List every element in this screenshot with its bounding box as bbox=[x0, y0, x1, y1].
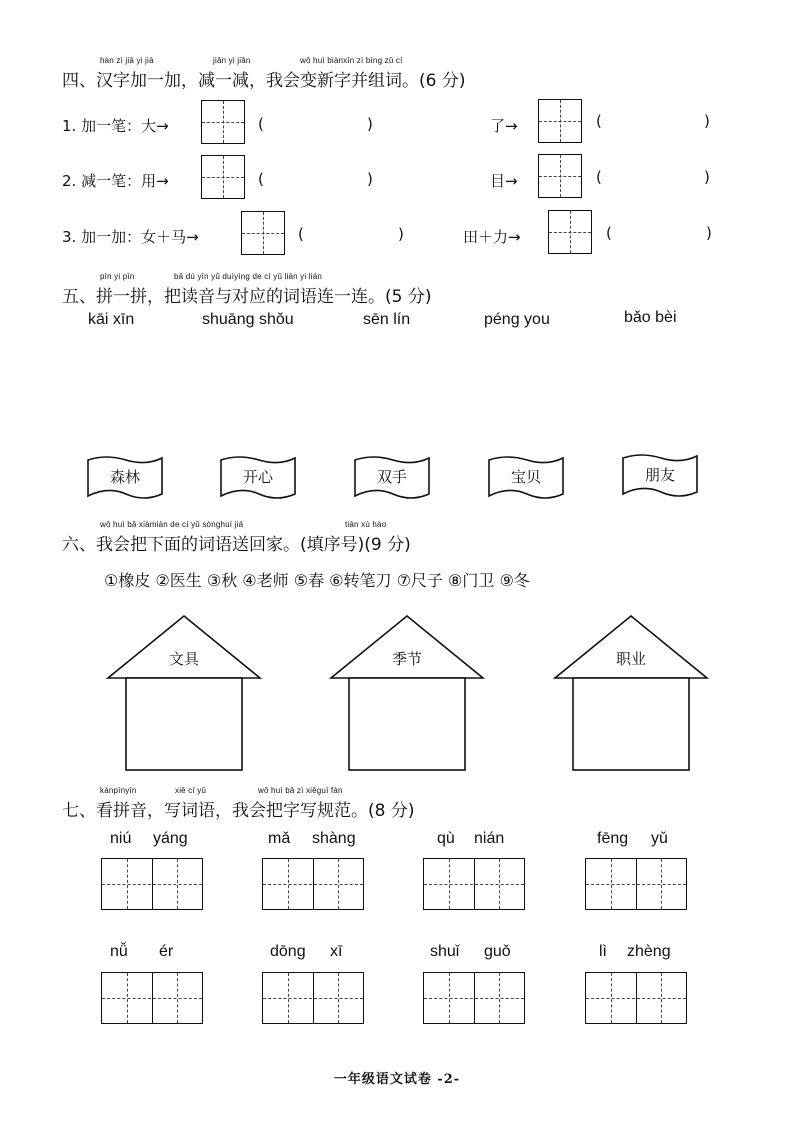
section-4-title: 四、汉字加一加，减一减，我会变新字并组词。(6 分) bbox=[62, 71, 466, 91]
paren-open: ( bbox=[258, 170, 264, 188]
writing-grid[interactable] bbox=[101, 972, 203, 1024]
s5-pinyin-3: sēn lín bbox=[363, 311, 411, 328]
house-3[interactable] bbox=[551, 612, 711, 772]
s4-row2-right: 目→ bbox=[490, 172, 518, 190]
word-flag-1[interactable] bbox=[86, 454, 164, 498]
house-label: 职业 bbox=[615, 650, 646, 668]
paren-close: ) bbox=[704, 112, 710, 130]
s7-py-8a: lì bbox=[599, 943, 607, 960]
s7-py-1b: yáng bbox=[153, 830, 188, 847]
s7-py-7b: guǒ bbox=[484, 943, 511, 960]
paren-close: ) bbox=[704, 168, 710, 186]
house-shape bbox=[104, 612, 264, 774]
word-flag-label: 双手 bbox=[376, 468, 407, 486]
s7-py-6a: dōng bbox=[270, 943, 306, 960]
writing-grid[interactable] bbox=[262, 972, 364, 1024]
s7-py-6b: xī bbox=[330, 943, 343, 960]
word-flag-4[interactable] bbox=[487, 454, 565, 498]
s4-row1-left: 1. 加一笔：大→ bbox=[62, 117, 169, 135]
s4-row2-right-box[interactable] bbox=[538, 154, 582, 198]
s6-items: ①橡皮 ②医生 ③秋 ④老师 ⑤春 ⑥转笔刀 ⑦尺子 ⑧门卫 ⑨冬 bbox=[104, 571, 530, 590]
paren-close: ) bbox=[398, 225, 404, 243]
paren-open: ( bbox=[596, 168, 602, 186]
s5-pinyin-5: bǎo bèi bbox=[624, 309, 677, 326]
s7-py-4b: yǔ bbox=[651, 830, 668, 847]
house-label: 文具 bbox=[168, 650, 199, 668]
paren-close: ) bbox=[706, 224, 712, 242]
word-flag-5[interactable] bbox=[621, 452, 699, 496]
s4-row2-left: 2. 减一笔：用→ bbox=[62, 172, 169, 190]
house-shape bbox=[327, 612, 487, 774]
s7-py-4a: fēng bbox=[597, 830, 629, 847]
writing-grid[interactable] bbox=[423, 972, 525, 1024]
s5-ruby-1: pīn yi pīn bbox=[100, 272, 135, 281]
word-flag-label: 宝贝 bbox=[510, 468, 541, 486]
paren-close: ) bbox=[367, 115, 373, 133]
paren-open: ( bbox=[298, 225, 304, 243]
s7-py-2a: mǎ bbox=[268, 830, 291, 847]
word-flag-label: 森林 bbox=[109, 468, 140, 486]
s7-py-7a: shuǐ bbox=[430, 943, 460, 960]
house-label: 季节 bbox=[391, 650, 422, 668]
page-footer: 一年级语文试卷 -2- bbox=[333, 1072, 461, 1087]
s7-py-1a: niú bbox=[110, 830, 132, 847]
word-flag-label: 开心 bbox=[242, 468, 273, 486]
s4-row2-left-box[interactable] bbox=[201, 155, 245, 199]
writing-grid[interactable] bbox=[101, 858, 203, 910]
house-shape bbox=[551, 612, 711, 774]
paren-close: ) bbox=[367, 170, 373, 188]
s4-row1-right: 了→ bbox=[490, 117, 518, 135]
s4-row3-left-box[interactable] bbox=[241, 211, 285, 255]
writing-grid[interactable] bbox=[423, 858, 525, 910]
s4-ruby-1: hàn zì jiā yi jiā bbox=[100, 56, 154, 65]
s6-ruby-2: tián xù hào bbox=[345, 520, 387, 529]
s7-py-8b: zhèng bbox=[627, 943, 671, 960]
s6-ruby-1: wǒ huì bǎ xiàmiàn de cí yǔ sònghuí jiā bbox=[100, 520, 244, 529]
s5-pinyin-4: péng you bbox=[484, 311, 550, 328]
s7-py-3a: qù bbox=[437, 830, 455, 847]
s7-py-3b: nián bbox=[474, 830, 505, 847]
s4-row1-right-box[interactable] bbox=[538, 99, 582, 143]
paren-open: ( bbox=[606, 224, 612, 242]
s4-row3-right-box[interactable] bbox=[548, 210, 592, 254]
word-flag-label: 朋友 bbox=[644, 466, 675, 484]
s4-ruby-3: wǒ huì biànxīn zì bìng zǔ cí bbox=[300, 56, 403, 65]
writing-grid[interactable] bbox=[585, 858, 687, 910]
house-1[interactable] bbox=[104, 612, 264, 772]
section-5-title: 五、拼一拼，把读音与对应的词语连一连。(5 分) bbox=[62, 287, 432, 307]
s5-ruby-2: bǎ dú yīn yǔ duìyìng de cí yǔ lián yi lián bbox=[174, 272, 323, 281]
s7-py-5a: nǚ bbox=[110, 943, 128, 960]
s4-row3-right: 田＋力→ bbox=[463, 228, 521, 246]
word-flag-2[interactable] bbox=[219, 454, 297, 498]
s7-py-2b: shàng bbox=[312, 830, 356, 847]
paren-open: ( bbox=[596, 112, 602, 130]
s4-row3-left: 3. 加一加：女＋马→ bbox=[62, 228, 199, 246]
s4-row1-left-box[interactable] bbox=[201, 100, 245, 144]
s7-ruby-1: kànpīnyīn bbox=[100, 786, 137, 795]
s7-ruby-2: xiě cí yǔ bbox=[175, 786, 207, 795]
section-7-title: 七、看拼音，写词语，我会把字写规范。(8 分) bbox=[62, 801, 415, 821]
s5-pinyin-2: shuāng shǒu bbox=[202, 311, 294, 328]
writing-grid[interactable] bbox=[262, 858, 364, 910]
writing-grid[interactable] bbox=[585, 972, 687, 1024]
s7-py-5b: ér bbox=[159, 943, 174, 960]
section-6-title: 六、我会把下面的词语送回家。(填序号)(9 分) bbox=[62, 535, 411, 555]
s7-ruby-3: wǒ huì bǎ zì xiěguī fàn bbox=[258, 786, 343, 795]
word-flag-3[interactable] bbox=[353, 454, 431, 498]
house-2[interactable] bbox=[327, 612, 487, 772]
s4-ruby-2: jiǎn yi jiǎn bbox=[213, 56, 251, 65]
s5-pinyin-1: kāi xīn bbox=[88, 311, 135, 328]
paren-open: ( bbox=[258, 115, 264, 133]
